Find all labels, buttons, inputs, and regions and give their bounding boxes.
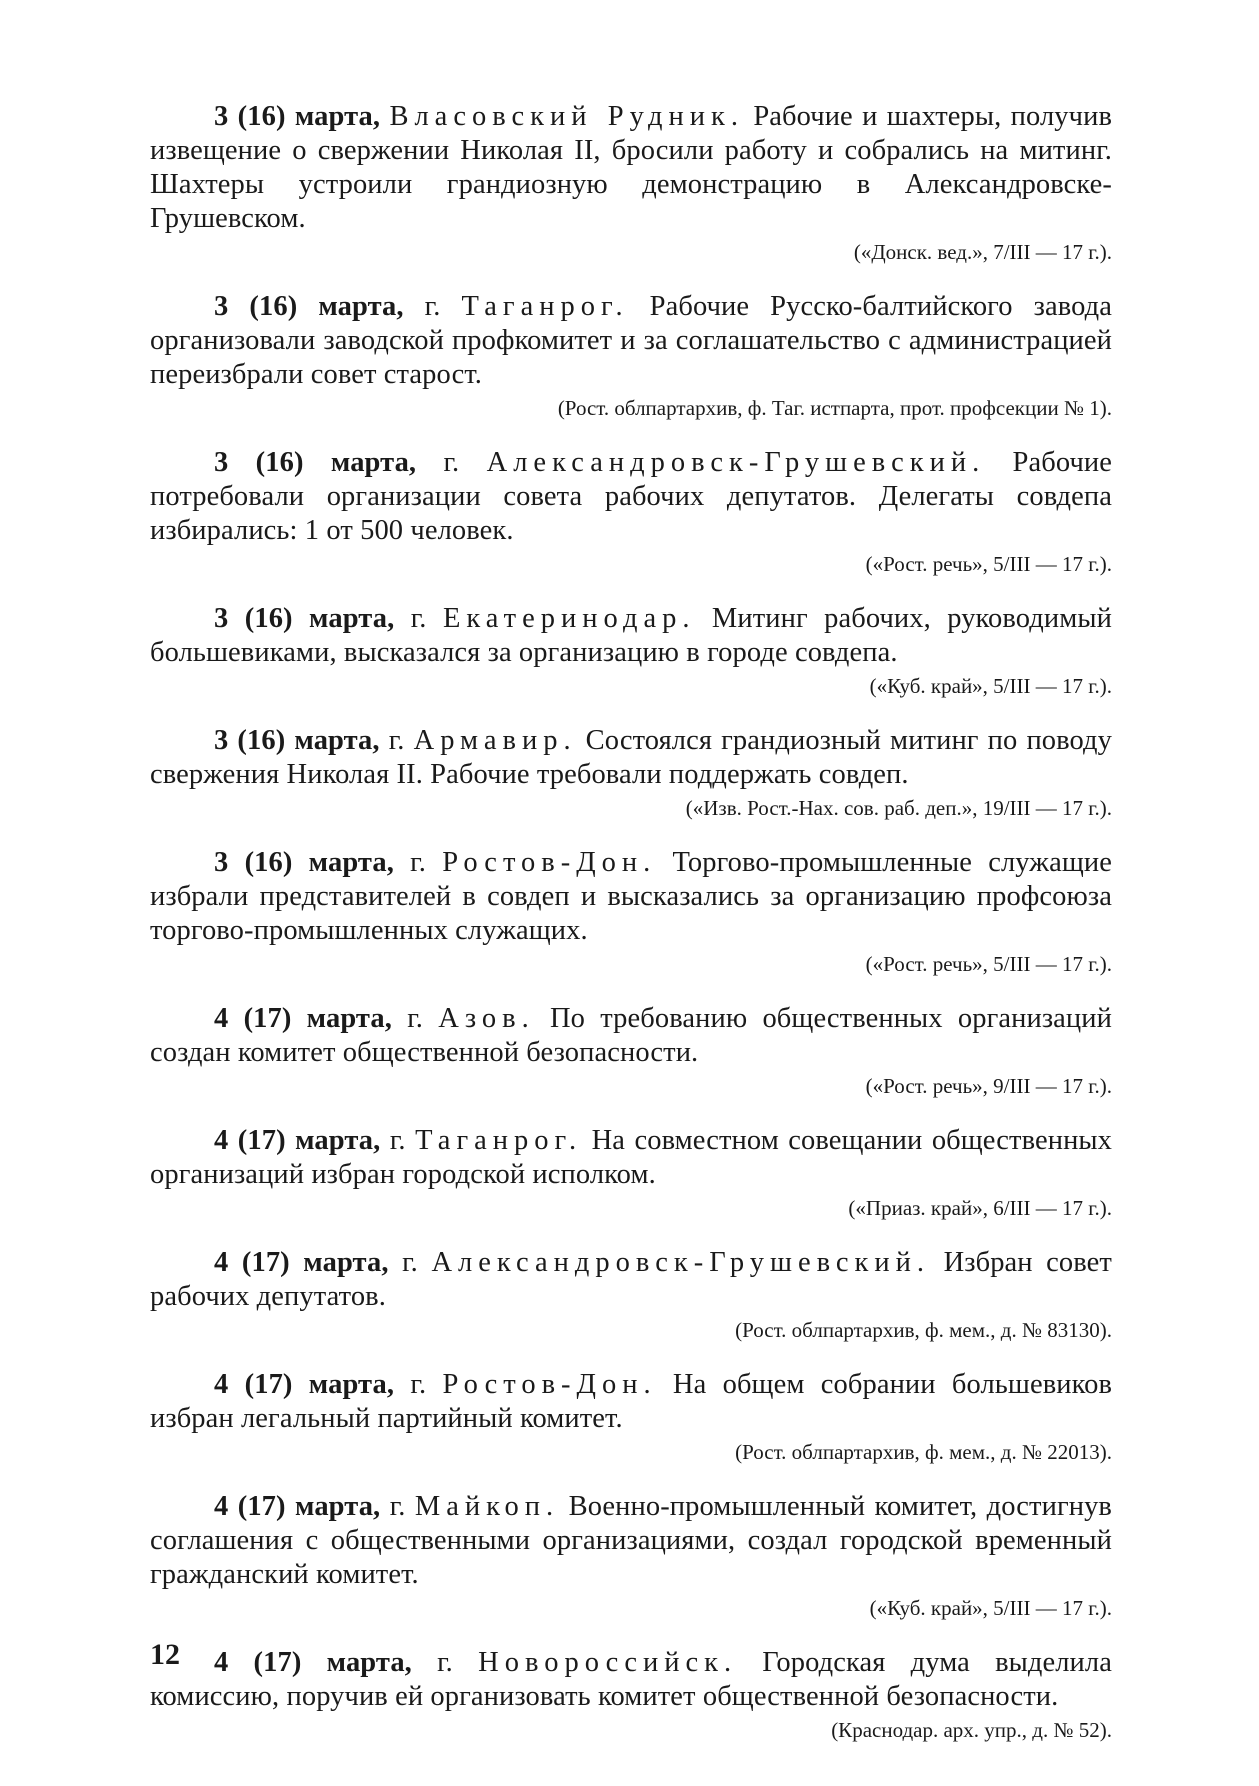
entry-source: («Приаз. край», 6/III — 17 г.).	[848, 1196, 1112, 1220]
entry-date: 4 (17) марта,	[214, 1647, 412, 1678]
entry-place-prefix: г.	[402, 1247, 418, 1278]
entry-place-prefix: г.	[389, 1491, 406, 1522]
entry-source: («Рост. речь», 5/III — 17 г.).	[865, 952, 1112, 976]
entry-body	[150, 446, 1112, 548]
entry-text: Торгово-промышленные служащие избрали представителей в совдеп и высказались за организацию профсоюза торгово-промышленных служащих.	[150, 847, 1112, 946]
entry-source: (Краснодар. арх. упр., д. № 52).	[831, 1718, 1112, 1742]
entry-place-prefix: г.	[389, 1125, 406, 1156]
entry-source: («Куб. край», 5/III — 17 г.).	[869, 674, 1112, 698]
chronicle-entry	[150, 1368, 1112, 1466]
entry-text: Митинг рабочих, руководимый большевиками, высказался за организацию в городе совдепа.	[150, 603, 1112, 668]
chronicle-entry	[150, 602, 1112, 700]
chronicle-entry	[150, 290, 1112, 422]
entry-source: (Рост. облпартархив, ф. мем., д. № 83130).	[735, 1318, 1112, 1342]
entry-date: 4 (17) марта,	[214, 1491, 381, 1522]
entry-body	[150, 290, 1112, 392]
entry-text: На совместном совещании общественных организаций избран городской исполком.	[150, 1125, 1113, 1190]
page-number: 12	[150, 1638, 180, 1671]
entry-place: Ростов-Дон.	[442, 847, 657, 878]
chronicle-entry	[150, 1124, 1112, 1222]
entry-text: Городская дума выделила комиссию, поручив ей организовать комитет общественной безопасности.	[150, 1647, 1112, 1712]
entry-source: (Рост. облпартархив, ф. мем., д. № 22013).	[735, 1440, 1112, 1464]
entry-body	[150, 1646, 1112, 1714]
entry-body	[150, 602, 1112, 670]
entry-place: Александровск-Грушевский.	[431, 1247, 931, 1278]
entry-source: («Изв. Рост.-Нах. сов. раб. деп.», 19/III — 17 г.).	[685, 796, 1112, 820]
entry-text: Рабочие потребовали организации совета рабочих депутатов. Делегаты совдепа избирались: 1 от 500 человек.	[150, 447, 1112, 546]
entry-text: По требованию общественных организаций создан комитет общественной безопасности.	[150, 1003, 1112, 1068]
entry-source: (Рост. облпартархив, ф. Таг. истпарта, прот. профсекции № 1).	[557, 396, 1112, 420]
chronicle-entry	[150, 100, 1112, 266]
entry-date: 3 (16) марта,	[214, 291, 404, 322]
chronicle-page	[150, 100, 1112, 1768]
entry-place: Александровск-Грушевский.	[486, 447, 986, 478]
entry-source: («Рост. речь», 5/III — 17 г.).	[865, 552, 1112, 576]
entry-place-prefix: г.	[437, 1647, 453, 1678]
entry-text: Избран совет рабочих депутатов.	[150, 1247, 1112, 1312]
entry-text: Рабочие Русско-балтийского завода организовали заводской профкомитет и за соглашательство с администрацией переизбрали совет старост.	[150, 291, 1113, 390]
entry-body	[150, 846, 1112, 948]
entry-body	[150, 1124, 1112, 1192]
chronicle-entry	[150, 1490, 1112, 1622]
chronicle-entry	[150, 724, 1112, 822]
entry-body	[150, 100, 1112, 236]
entry-place-prefix: г.	[424, 291, 441, 322]
entry-place-prefix: г.	[410, 847, 426, 878]
entry-date: 3 (16) марта,	[214, 101, 381, 132]
entry-date: 3 (16) марта,	[214, 847, 394, 878]
entry-place: Таганрог.	[415, 1125, 583, 1156]
entry-place: Армавир.	[413, 725, 577, 756]
entry-place: Екатеринодар.	[442, 603, 696, 634]
entry-text: Состоялся грандиозный митинг по поводу свержения Николая II. Рабочие требовали поддержать совдеп.	[150, 725, 1112, 790]
entry-text: На общем собрании большевиков избран легальный партийный комитет.	[150, 1369, 1113, 1434]
entry-date: 4 (17) марта,	[214, 1003, 392, 1034]
entry-body	[150, 1002, 1112, 1070]
entry-place-prefix: г.	[410, 603, 427, 634]
entry-source: («Рост. речь», 9/III — 17 г.).	[865, 1074, 1112, 1098]
chronicle-entry	[150, 446, 1112, 578]
entry-body	[150, 1490, 1112, 1592]
entry-place-prefix: г.	[410, 1369, 427, 1400]
entry-date: 4 (17) марта,	[214, 1369, 395, 1400]
chronicle-entry	[150, 846, 1112, 978]
entry-date: 4 (17) марта,	[214, 1247, 389, 1278]
entry-source: («Донск. вед.», 7/III — 17 г.).	[853, 240, 1112, 264]
entry-body	[150, 724, 1112, 792]
entry-date: 3 (16) марта,	[214, 725, 380, 756]
entry-text: Рабочие и шахтеры, получив извещение о свержении Николая II, бросили работу и собрались на митинг. Шахтеры устроили грандиозную демонстрацию в Александровске-Грушевском.	[150, 101, 1113, 234]
chronicle-entry	[150, 1246, 1112, 1344]
chronicle-entry	[150, 1002, 1112, 1100]
entry-place: Азов.	[438, 1003, 535, 1034]
entry-date: 4 (17) марта,	[214, 1125, 381, 1156]
chronicle-entry	[150, 1646, 1112, 1744]
entry-place-prefix: г.	[443, 447, 460, 478]
entry-place-prefix: г.	[388, 725, 405, 756]
entry-place: Власовский Рудник.	[389, 101, 745, 132]
entry-place-prefix: г.	[407, 1003, 423, 1034]
entry-place: Таганрог.	[461, 291, 629, 322]
entry-source: («Куб. край», 5/III — 17 г.).	[869, 1596, 1112, 1620]
entry-body	[150, 1368, 1112, 1436]
entry-date: 3 (16) марта,	[214, 447, 417, 478]
entry-text: Военно-промышленный комитет, достигнув соглашения с общественными организациями, создал городской временный гражданский комитет.	[150, 1491, 1112, 1590]
entry-body	[150, 1246, 1112, 1314]
entry-date: 3 (16) марта,	[214, 603, 395, 634]
entry-place: Майкоп.	[414, 1491, 560, 1522]
entry-place: Ростов-Дон.	[442, 1369, 657, 1400]
entry-place: Новороссийск.	[478, 1647, 738, 1678]
